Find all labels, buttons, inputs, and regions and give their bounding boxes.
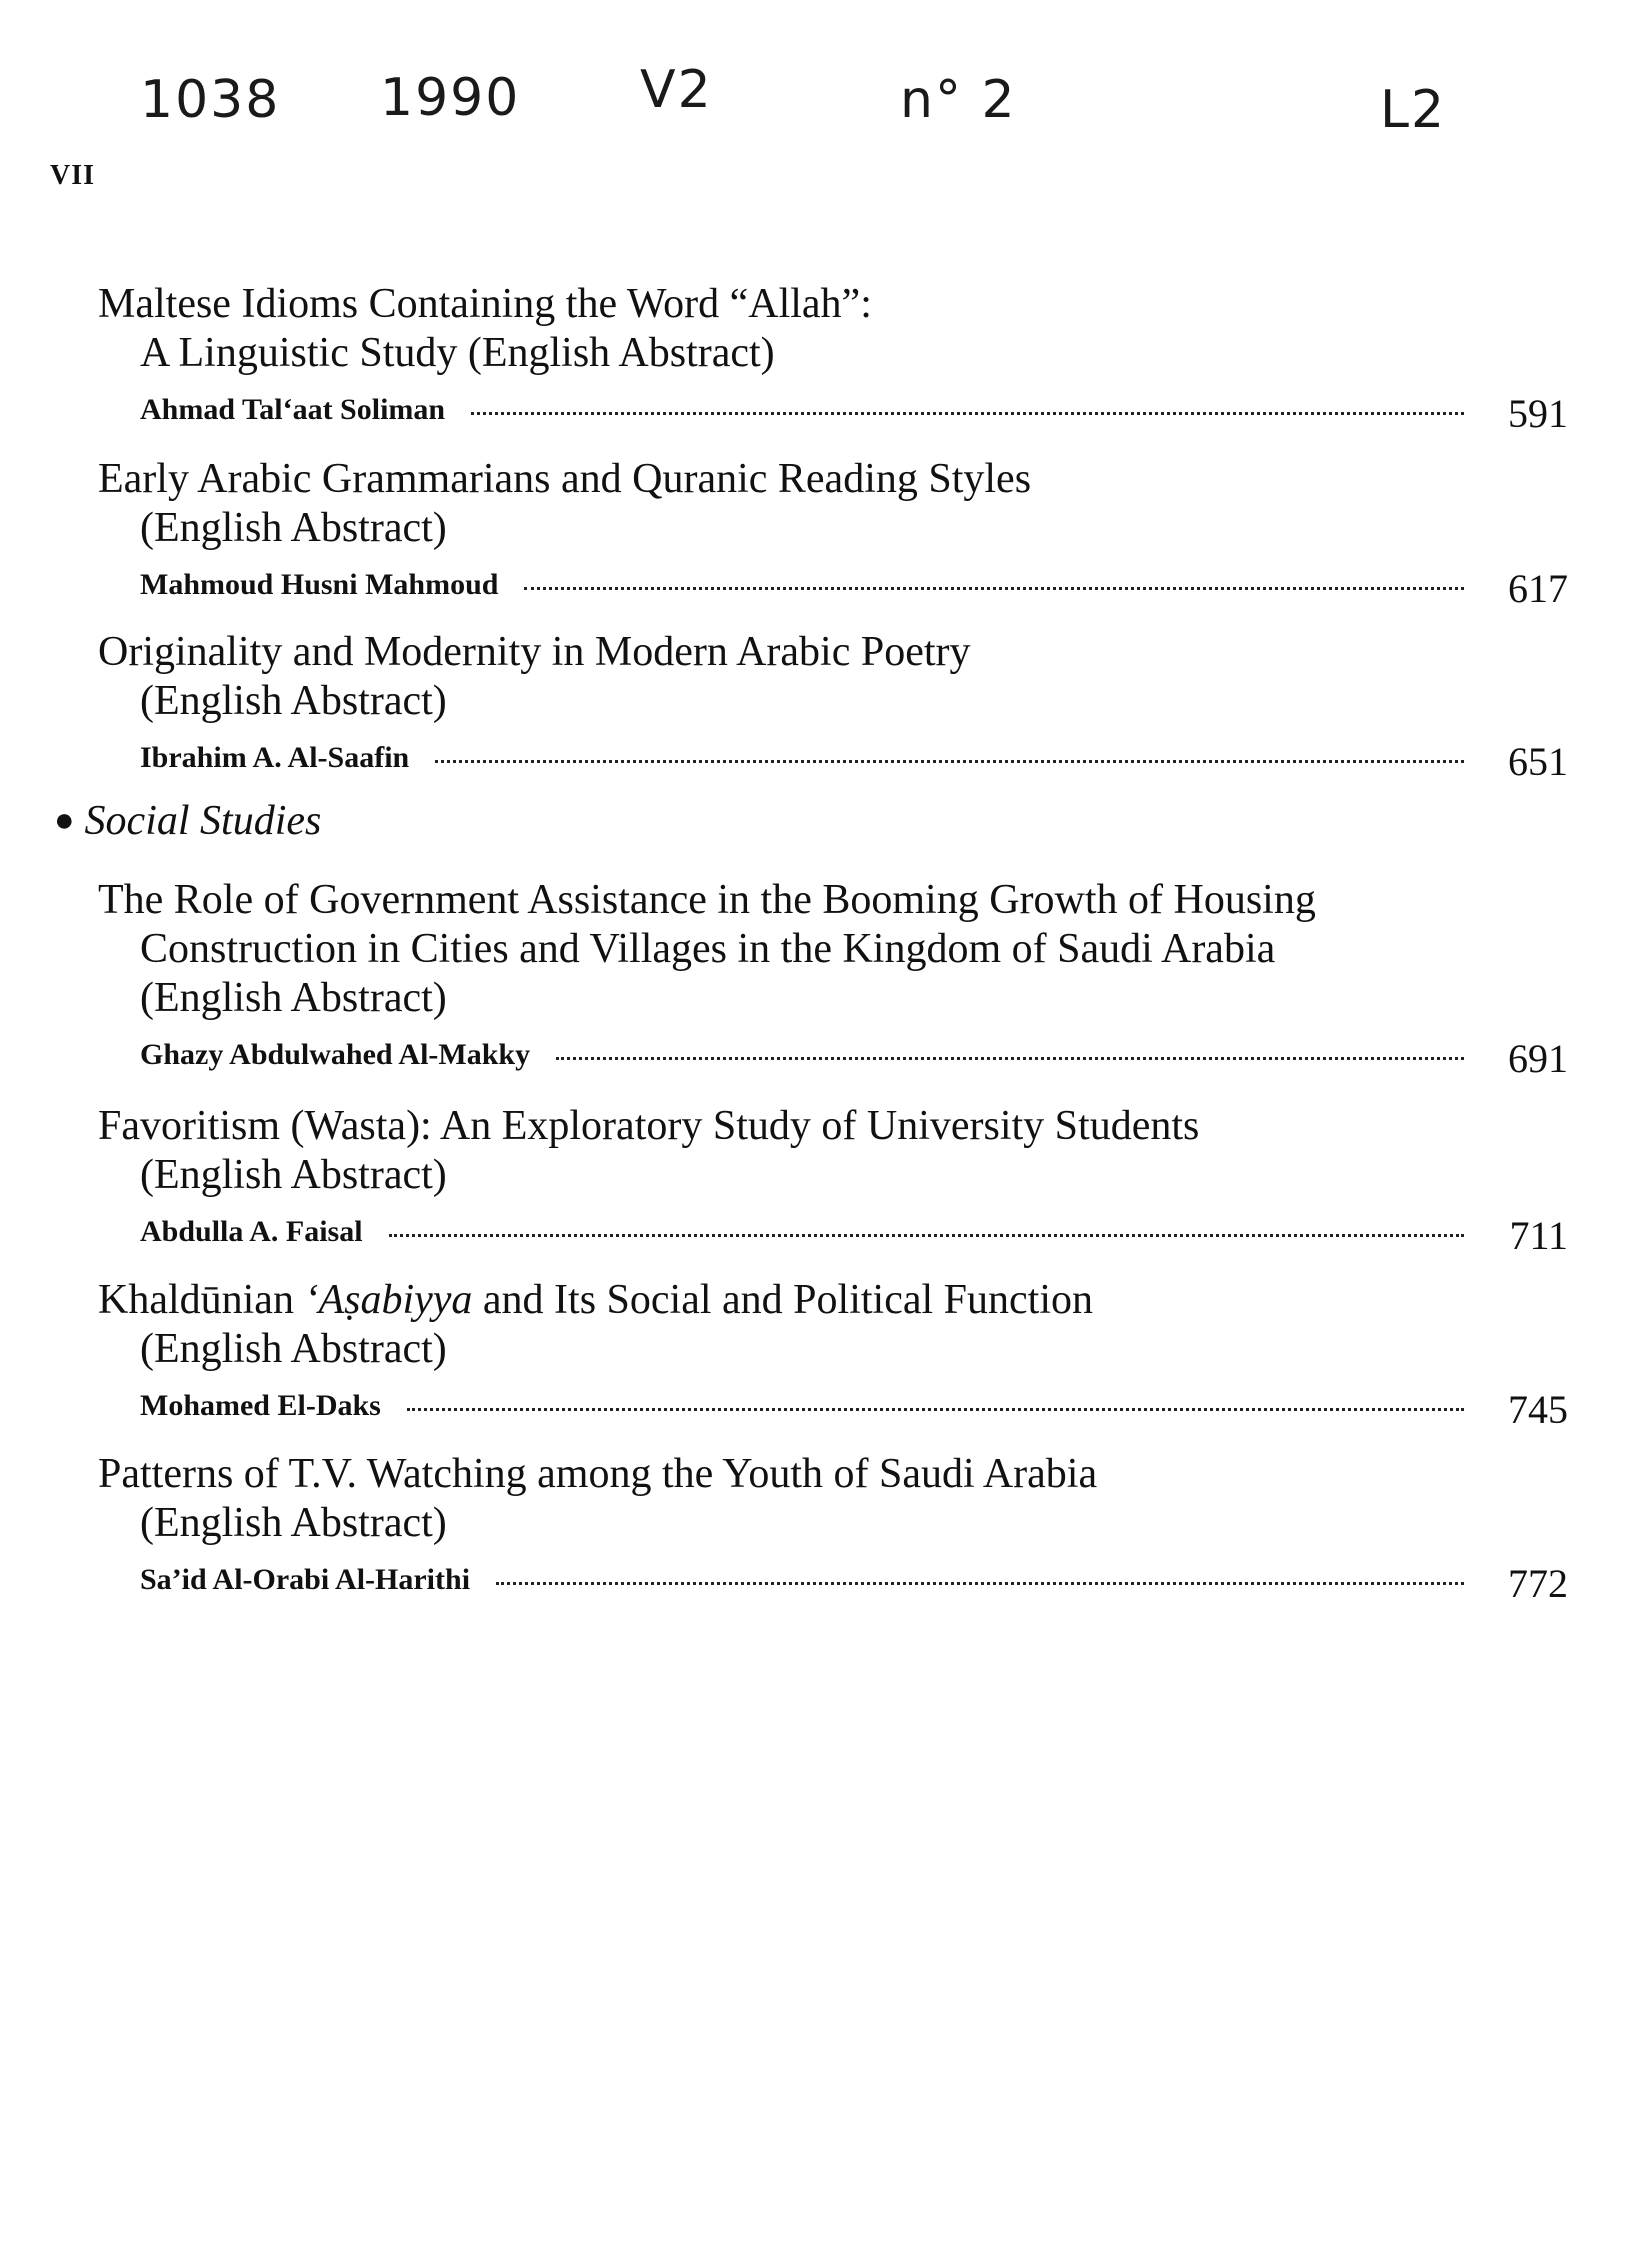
entry-author-row bbox=[98, 1204, 1568, 1256]
handwritten-note-3: V2 bbox=[640, 60, 713, 120]
entry-author: Mohamed El-Daks bbox=[140, 1389, 381, 1422]
entry-author: Sa’id Al-Orabi Al-Harithi bbox=[140, 1563, 471, 1596]
entry-author-row bbox=[98, 382, 1568, 434]
section-heading bbox=[54, 797, 321, 845]
entry-author-row bbox=[98, 1027, 1568, 1079]
page-roman-numeral: VII bbox=[50, 160, 96, 191]
toc-entry bbox=[98, 876, 1568, 1079]
entry-title-line: (English Abstract) bbox=[140, 505, 447, 551]
toc-entry bbox=[98, 1102, 1568, 1256]
entry-page-number: 591 bbox=[1508, 391, 1568, 436]
toc-entry bbox=[98, 280, 1568, 434]
entry-title-line: Early Arabic Grammarians and Quranic Reading Styles bbox=[98, 456, 1032, 502]
entry-title-line: Originality and Modernity in Modern Arabic Poetry bbox=[98, 629, 971, 675]
dot-leader bbox=[389, 1234, 1464, 1237]
entry-author-row bbox=[98, 730, 1568, 782]
handwritten-note-5: L2 bbox=[1380, 80, 1447, 140]
dot-leader bbox=[556, 1057, 1464, 1060]
dot-leader bbox=[435, 760, 1464, 763]
entry-title-line: (English Abstract) bbox=[140, 1152, 447, 1198]
section-label: Social Studies bbox=[84, 798, 322, 844]
entry-author: Abdulla A. Faisal bbox=[140, 1215, 363, 1248]
entry-author-row bbox=[98, 1378, 1568, 1430]
entry-author: Mahmoud Husni Mahmoud bbox=[140, 568, 499, 601]
entry-title-line: Patterns of T.V. Watching among the Youth of Saudi Arabia bbox=[98, 1451, 1098, 1497]
entry-title-suffix: and Its Social and Political Function bbox=[472, 1277, 1093, 1323]
entry-author: Ahmad Tal‘aat Soliman bbox=[140, 393, 446, 426]
entry-title-line: (English Abstract) bbox=[140, 1326, 447, 1372]
dot-leader bbox=[496, 1582, 1464, 1585]
dot-leader bbox=[407, 1408, 1464, 1411]
entry-author-row bbox=[98, 1552, 1568, 1604]
toc-entry bbox=[98, 628, 1568, 782]
entry-page-number: 745 bbox=[1508, 1387, 1568, 1432]
entry-title-line: (English Abstract) bbox=[140, 1500, 447, 1546]
entry-title-line: Maltese Idioms Containing the Word “Allah”: bbox=[98, 281, 872, 327]
entry-page-number: 651 bbox=[1508, 739, 1568, 784]
entry-title-line: A Linguistic Study (English Abstract) bbox=[140, 330, 775, 376]
entry-author-row bbox=[98, 557, 1568, 609]
dot-leader bbox=[524, 587, 1464, 590]
toc-entry bbox=[98, 1450, 1568, 1604]
entry-title-line: Favoritism (Wasta): An Exploratory Study of University Students bbox=[98, 1103, 1200, 1149]
handwritten-note-1: 1038 bbox=[140, 70, 281, 130]
entry-title-prefix: Khaldūnian bbox=[98, 1277, 305, 1323]
entry-title-line bbox=[98, 1276, 1568, 1325]
entry-author: Ibrahim A. Al-Saafin bbox=[140, 741, 410, 774]
entry-title-line: Construction in Cities and Villages in the Kingdom of Saudi Arabia bbox=[140, 926, 1276, 972]
entry-title-italic: ‘Aṣabiyya bbox=[304, 1277, 473, 1323]
handwritten-note-2: 1990 bbox=[380, 68, 521, 128]
entry-author: Ghazy Abdulwahed Al-Makky bbox=[140, 1038, 531, 1071]
entry-page-number: 617 bbox=[1508, 566, 1568, 611]
toc-entry bbox=[98, 455, 1568, 609]
entry-title-line: (English Abstract) bbox=[140, 975, 447, 1021]
entry-title-line: (English Abstract) bbox=[140, 678, 447, 724]
entry-page-number: 772 bbox=[1508, 1561, 1568, 1606]
entry-page-number: 691 bbox=[1508, 1036, 1568, 1081]
toc-entry bbox=[98, 1276, 1568, 1430]
entry-page-number: 711 bbox=[1509, 1213, 1568, 1258]
entry-title-line: The Role of Government Assistance in the Booming Growth of Housing bbox=[98, 877, 1316, 923]
handwritten-note-4: n° 2 bbox=[900, 70, 1017, 130]
dot-leader bbox=[471, 412, 1464, 415]
bullet-icon: ● bbox=[54, 802, 75, 839]
